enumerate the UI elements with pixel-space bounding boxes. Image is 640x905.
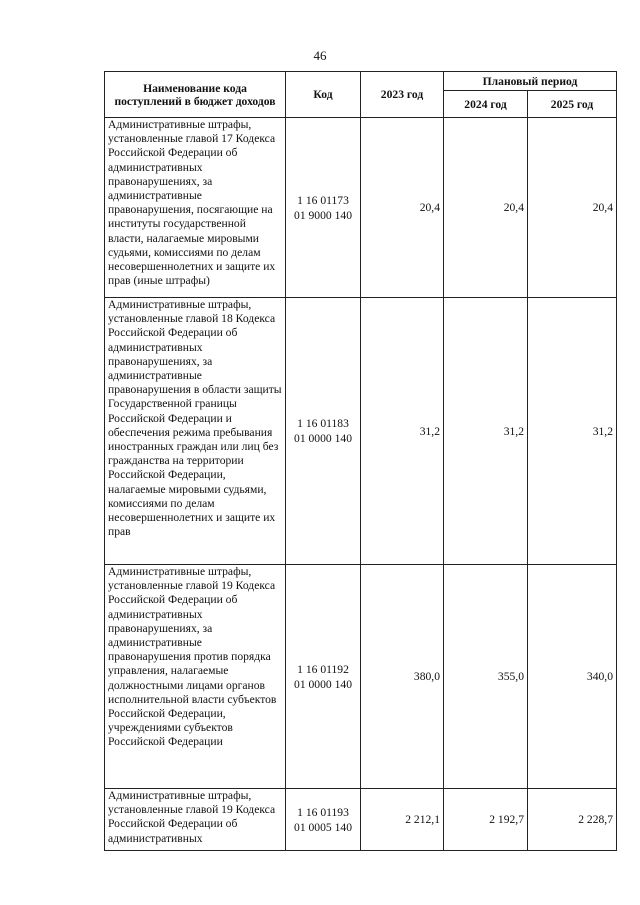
revenue-name: Административные штрафы, установленные главой 19 Кодекса Российской Федерации об административных bbox=[105, 789, 286, 851]
header-name: Наименование кода поступлений в бюджет доходов bbox=[105, 72, 286, 118]
code-part-1: 1 16 01193 bbox=[297, 805, 349, 819]
value-2025: 2 228,7 bbox=[528, 789, 617, 851]
page-number: 46 bbox=[313, 48, 327, 63]
header-plan-period: Плановый период bbox=[444, 72, 617, 91]
revenue-name: Административные штрафы, установленные главой 17 Кодекса Российской Федерации об административных правонарушениях, за административные правонарушения, посягающие на институты государственной власти, налагаемые мировыми судьями, комиссиями по делам несовершеннолетних и защите их прав (иные штрафы) bbox=[105, 118, 286, 298]
value-2025: 340,0 bbox=[528, 565, 617, 789]
revenue-code bbox=[286, 565, 361, 789]
value-2023: 2 212,1 bbox=[361, 789, 444, 851]
value-2023: 20,4 bbox=[361, 118, 444, 298]
code-part-1: 1 16 01183 bbox=[297, 417, 349, 430]
table-row bbox=[105, 118, 617, 298]
table-row bbox=[105, 565, 617, 789]
code-part-2: 01 0005 140 bbox=[294, 820, 352, 834]
value-2025: 20,4 bbox=[528, 118, 617, 298]
value-2025: 31,2 bbox=[528, 298, 617, 565]
revenue-code bbox=[286, 789, 361, 851]
revenue-name: Административные штрафы, установленные главой 18 Кодекса Российской Федерации об административных правонарушениях, за административные правонарушения в области защиты Государственной границы Российской Федерации и обеспечения режима пребывания иностранных граждан или лиц без гражданства на территории Российской Федерации, налагаемые мировыми судьями, комиссиями по делам несовершеннолетних и защите их прав bbox=[105, 298, 286, 565]
value-2024: 355,0 bbox=[444, 565, 528, 789]
header-2023: 2023 год bbox=[361, 72, 444, 118]
revenue-code bbox=[286, 298, 361, 565]
header-code: Код bbox=[286, 72, 361, 118]
value-2023: 380,0 bbox=[361, 565, 444, 789]
code-part-2: 01 0000 140 bbox=[294, 432, 352, 445]
value-2024: 2 192,7 bbox=[444, 789, 528, 851]
value-2023: 31,2 bbox=[361, 298, 444, 565]
revenue-code bbox=[286, 118, 361, 298]
table-row bbox=[105, 789, 617, 851]
code-part-1: 1 16 01192 bbox=[297, 662, 349, 676]
code-part-1: 1 16 01173 bbox=[297, 193, 349, 207]
value-2024: 20,4 bbox=[444, 118, 528, 298]
value-2024: 31,2 bbox=[444, 298, 528, 565]
header-2025: 2025 год bbox=[528, 91, 617, 118]
revenue-name: Административные штрафы, установленные главой 19 Кодекса Российской Федерации об административных правонарушениях, за административные правонарушения против порядка управления, налагаемые должностными лицами органов исполнительной власти субъектов Российской Федерации, учреждениями субъектов Российской Федерации bbox=[105, 565, 286, 789]
code-part-2: 01 9000 140 bbox=[294, 208, 352, 222]
budget-revenue-table bbox=[104, 71, 617, 851]
header-2024: 2024 год bbox=[444, 91, 528, 118]
code-part-2: 01 0000 140 bbox=[294, 677, 352, 691]
table-row bbox=[105, 298, 617, 565]
